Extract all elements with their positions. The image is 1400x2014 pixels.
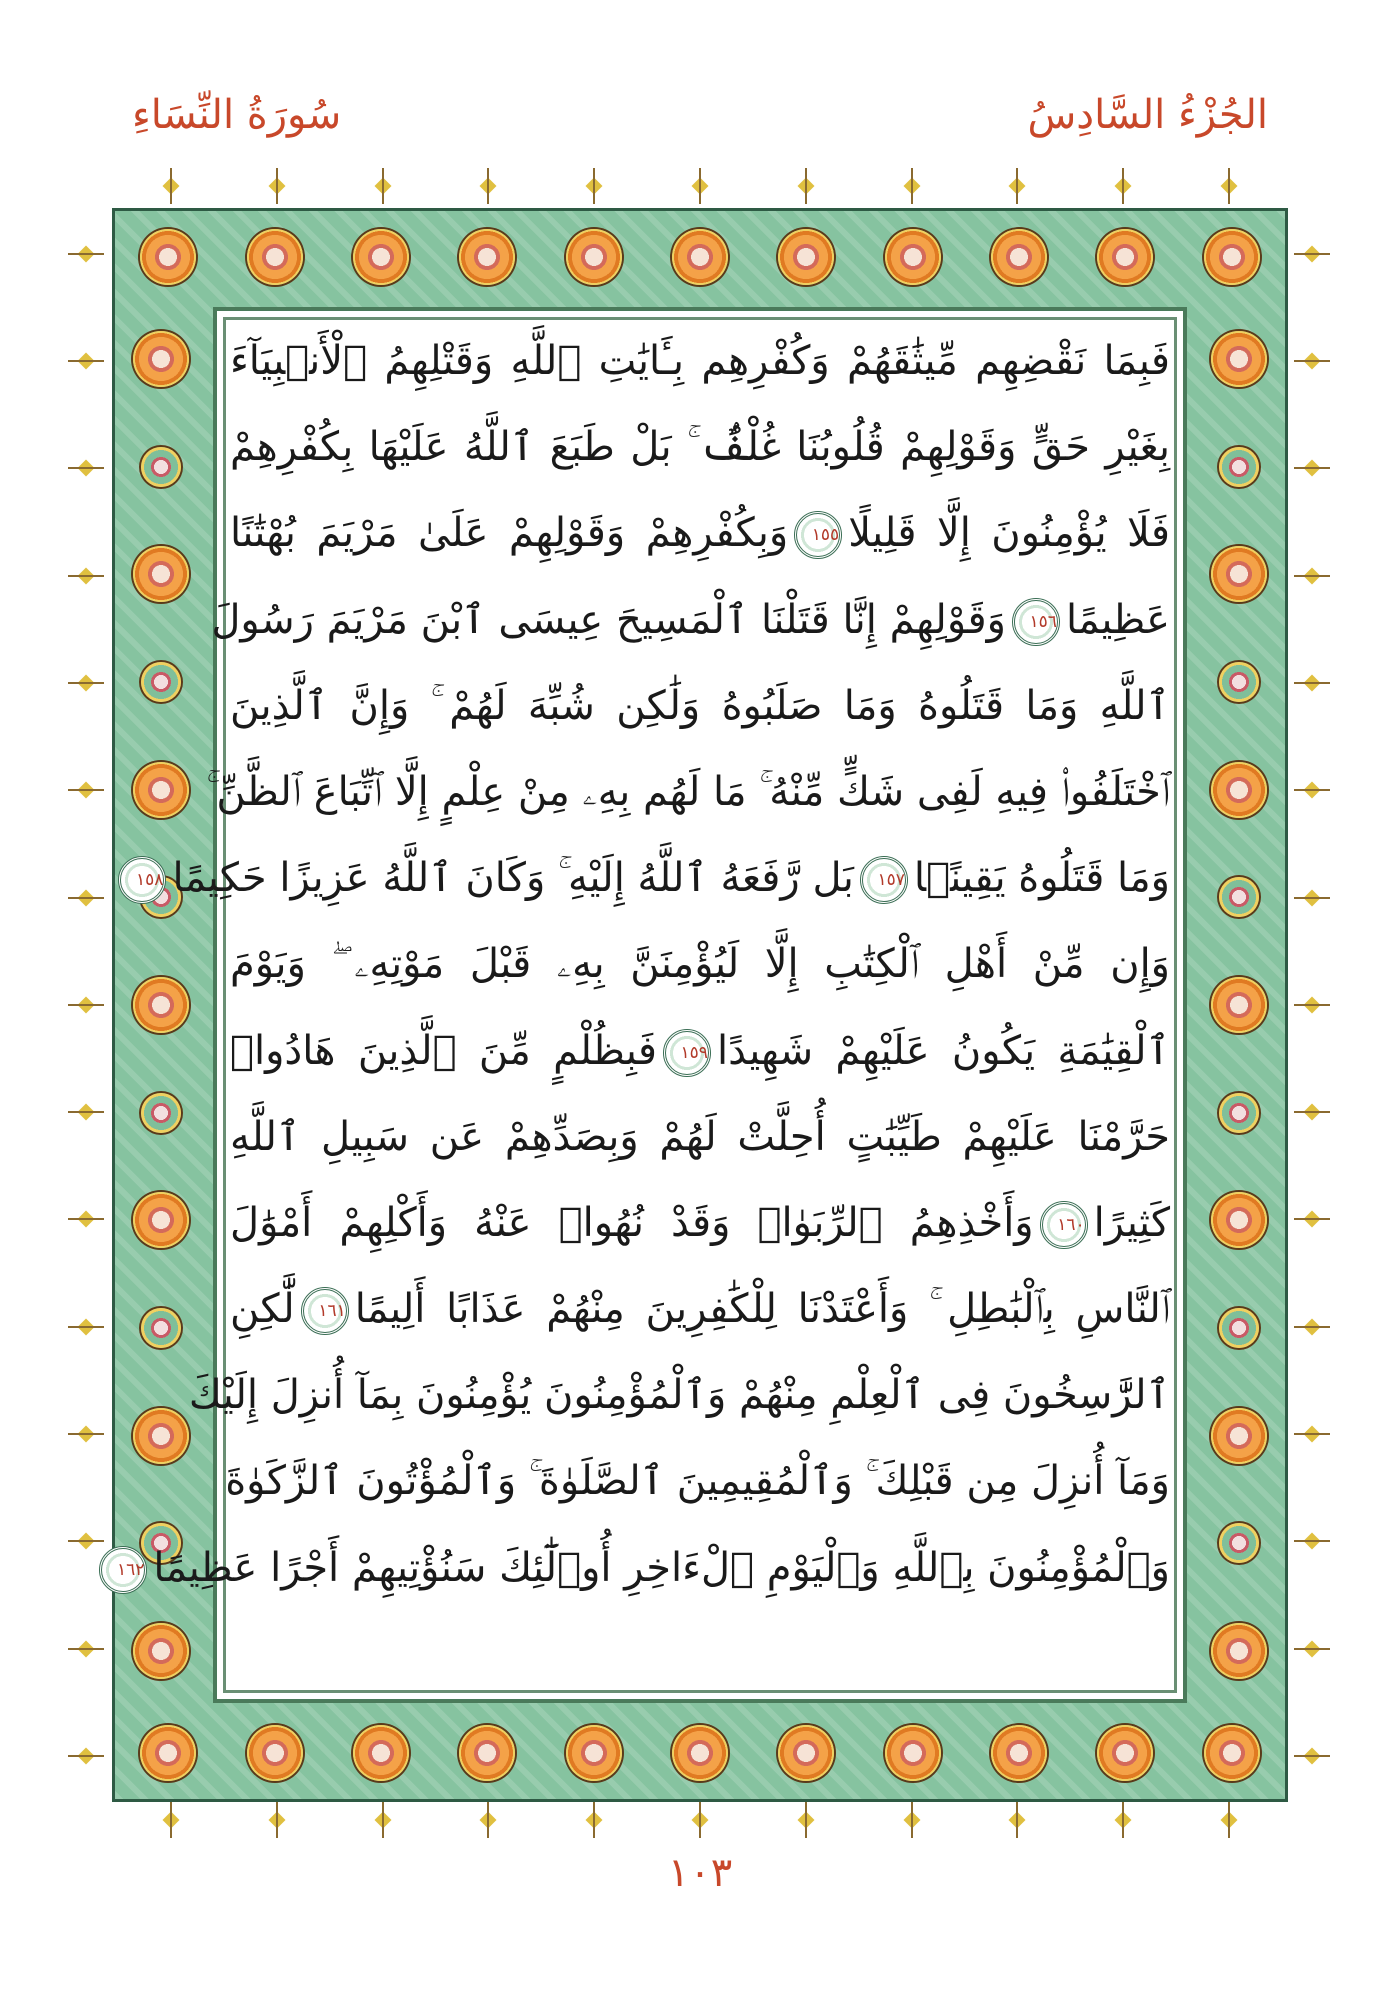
verse-text: بَل رَّفَعَهُ ٱللَّهُ إِلَيْهِ ۚ وَكَانَ ٱللَّهُ عَزِيزًا حَكِيمًا (172, 855, 854, 902)
text-line-7 (136, 835, 1170, 921)
tick-icon (1227, 1802, 1231, 1838)
verse-text: بِغَيْرِ حَقٍّ وَقَوْلِهِمْ قُلُوبُنَا غُلْفٌۢ ۚ بَلْ طَبَعَ ٱللَّهُ عَلَيْهَا بِكُفْرِهِمْ (230, 424, 1170, 471)
tick-icon (169, 168, 173, 204)
tick-icon (68, 896, 104, 900)
ayah-marker-161: ١٦١ (301, 1287, 349, 1335)
flower-ornament-icon (1219, 662, 1259, 702)
flower-ornament-icon (1211, 1408, 1267, 1464)
verse-text: ٱللَّهِ وَمَا قَتَلُوهُ وَمَا صَلَبُوهُ وَلَٰكِن شُبِّهَ لَهُمْ ۚ وَإِنَّ ٱلَّذِينَ (230, 682, 1170, 729)
tick-icon (381, 168, 385, 204)
ayah-marker-160: ١٦٠ (1040, 1201, 1088, 1249)
tick-icon (68, 359, 104, 363)
ayah-marker-155: ١٥٥ (794, 511, 842, 559)
flower-ornament-icon (247, 1725, 303, 1781)
tick-icon (910, 1802, 914, 1838)
right-tick-marks (1294, 200, 1334, 1810)
frame-top-ornaments (115, 217, 1285, 297)
text-line-2 (230, 404, 1170, 490)
verse-text: فَبِظُلْمٍ مِّنَ ٱلَّذِينَ هَادُوا۟ (230, 1027, 657, 1074)
verse-text: عَظِيمًا (1065, 596, 1170, 643)
juz-title: الجُزْءُ السَّادِسُ (1027, 92, 1268, 138)
text-line-3 (230, 490, 1170, 576)
ayah-marker-158: ١٥٨ (118, 856, 166, 904)
flower-ornament-icon (778, 229, 834, 285)
verse-text: فَبِمَا نَقْضِهِم مِّيثَٰقَهُمْ وَكُفْرِهِم بِـَٔايَٰتِ ٱللَّهِ وَقَتْلِهِمُ ٱلْأَنۢبِيَآءَ (230, 338, 1170, 384)
tick-icon (1294, 359, 1330, 363)
flower-ornament-icon (1211, 546, 1267, 602)
tick-icon (381, 1802, 385, 1838)
frame-right-ornaments (1199, 301, 1279, 1709)
flower-ornament-icon (459, 1725, 515, 1781)
frame-bottom-ornaments (115, 1713, 1285, 1793)
frame-left-ornaments (121, 301, 201, 1709)
text-line-4 (211, 577, 1170, 663)
tick-icon (1294, 1003, 1330, 1007)
ayah-marker-159: ١٥٩ (663, 1029, 711, 1077)
tick-icon (698, 1802, 702, 1838)
flower-ornament-icon (1204, 229, 1260, 285)
flower-ornament-icon (1219, 1523, 1259, 1563)
tick-icon (169, 1802, 173, 1838)
text-line-11 (230, 1180, 1170, 1266)
tick-icon (804, 1802, 808, 1838)
tick-icon (1294, 252, 1330, 256)
flower-ornament-icon (247, 229, 303, 285)
top-tick-marks (118, 168, 1282, 208)
tick-icon (1294, 1110, 1330, 1114)
tick-icon (1015, 168, 1019, 204)
page-number: ١٠٣ (667, 1850, 733, 1896)
flower-ornament-icon (141, 447, 181, 487)
tick-icon (804, 168, 808, 204)
flower-ornament-icon (1097, 229, 1153, 285)
flower-ornament-icon (1211, 331, 1267, 387)
text-line-13 (188, 1352, 1170, 1438)
flower-ornament-icon (672, 1725, 728, 1781)
bottom-tick-marks (118, 1802, 1282, 1842)
flower-ornament-icon (778, 1725, 834, 1781)
ayah-marker-162: ١٦٢ (99, 1546, 147, 1594)
tick-icon (1121, 168, 1125, 204)
verse-text: ٱلرَّٰسِخُونَ فِى ٱلْعِلْمِ مِنْهُمْ وَٱلْمُؤْمِنُونَ يُؤْمِنُونَ بِمَآ أُنزِلَ إِلَيْكَ (188, 1372, 1170, 1419)
tick-icon (1294, 1217, 1330, 1221)
text-line-1 (230, 318, 1170, 404)
verse-text: وَأَخْذِهِمُ ٱلرِّبَوٰا۟ وَقَدْ نُهُوا۟ عَنْهُ وَأَكْلِهِمْ أَمْوَٰلَ (230, 1199, 1034, 1246)
flower-ornament-icon (885, 1725, 941, 1781)
tick-icon (68, 1217, 104, 1221)
tick-icon (1294, 1539, 1330, 1543)
flower-ornament-icon (1211, 1192, 1267, 1248)
text-line-10 (230, 1094, 1170, 1180)
tick-icon (486, 1802, 490, 1838)
ayah-marker-156: ١٥٦ (1012, 598, 1060, 646)
tick-icon (910, 168, 914, 204)
tick-icon (68, 788, 104, 792)
flower-ornament-icon (353, 229, 409, 285)
tick-icon (68, 1432, 104, 1436)
text-line-15 (116, 1525, 1170, 1611)
flower-ornament-icon (133, 762, 189, 818)
tick-icon (1294, 896, 1330, 900)
flower-ornament-icon (133, 331, 189, 387)
tick-icon (1294, 574, 1330, 578)
flower-ornament-icon (991, 229, 1047, 285)
verse-text: وَٱلْمُؤْمِنُونَ بِٱللَّهِ وَٱلْيَوْمِ ٱلْءَاخِرِ أُو۟لَٰٓئِكَ سَنُؤْتِيهِمْ أَجْرًا عَظِيمًا (153, 1544, 1170, 1591)
surah-title: سُورَةُ النِّسَاءِ (132, 92, 342, 138)
flower-ornament-icon (141, 662, 181, 702)
verse-text: فَلَا يُؤْمِنُونَ إِلَّا قَلِيلًا (848, 510, 1170, 557)
quran-text (116, 318, 1170, 1698)
flower-ornament-icon (133, 546, 189, 602)
tick-icon (68, 466, 104, 470)
tick-icon (1294, 1432, 1330, 1436)
text-line-12 (230, 1266, 1170, 1352)
flower-ornament-icon (1219, 447, 1259, 487)
flower-ornament-icon (133, 977, 189, 1033)
flower-ornament-icon (885, 229, 941, 285)
verse-text: كَثِيرًا (1093, 1199, 1170, 1246)
text-line-5 (230, 663, 1170, 749)
tick-icon (68, 252, 104, 256)
tick-icon (275, 168, 279, 204)
flower-ornament-icon (1219, 877, 1259, 917)
flower-ornament-icon (459, 229, 515, 285)
tick-icon (68, 1647, 104, 1651)
verse-text: وَإِن مِّنْ أَهْلِ ٱلْكِتَٰبِ إِلَّا لَيُؤْمِنَنَّ بِهِۦ قَبْلَ مَوْتِهِۦ ۖ وَيَوْمَ (230, 941, 1170, 988)
tick-icon (68, 681, 104, 685)
tick-icon (1294, 788, 1330, 792)
tick-icon (592, 1802, 596, 1838)
flower-ornament-icon (140, 229, 196, 285)
flower-ornament-icon (672, 229, 728, 285)
tick-icon (68, 1325, 104, 1329)
ayah-marker-157: ١٥٧ (860, 856, 908, 904)
text-line-14 (225, 1438, 1170, 1524)
flower-ornament-icon (133, 1623, 189, 1679)
verse-text: وَبِكُفْرِهِمْ وَقَوْلِهِمْ عَلَىٰ مَرْيَمَ بُهْتَٰنًا (230, 510, 789, 557)
flower-ornament-icon (1219, 1308, 1259, 1348)
verse-text: ٱلْقِيَٰمَةِ يَكُونُ عَلَيْهِمْ شَهِيدًا (716, 1027, 1170, 1074)
text-line-8 (230, 921, 1170, 1007)
flower-ornament-icon (141, 1093, 181, 1133)
flower-ornament-icon (991, 1725, 1047, 1781)
tick-icon (1015, 1802, 1019, 1838)
text-line-9 (230, 1008, 1170, 1094)
flower-ornament-icon (353, 1725, 409, 1781)
verse-text: حَرَّمْنَا عَلَيْهِمْ طَيِّبَٰتٍ أُحِلَّتْ لَهُمْ وَبِصَدِّهِمْ عَن سَبِيلِ ٱللَّهِ (230, 1113, 1170, 1160)
flower-ornament-icon (141, 1308, 181, 1348)
flower-ornament-icon (1097, 1725, 1153, 1781)
flower-ornament-icon (1211, 1623, 1267, 1679)
verse-text: ٱخْتَلَفُوا۟ فِيهِ لَفِى شَكٍّ مِّنْهُ ۚ مَا لَهُم بِهِۦ مِنْ عِلْمٍ إِلَّا ٱتِّبَاعَ ٱلظَّنِّ ۚ (206, 768, 1170, 815)
verse-text: وَمَآ أُنزِلَ مِن قَبْلِكَ ۚ وَٱلْمُقِيمِينَ ٱلصَّلَوٰةَ ۚ وَٱلْمُؤْتُونَ ٱلزَّكَوٰةَ (225, 1458, 1170, 1505)
tick-icon (1294, 466, 1330, 470)
text-line-6 (206, 749, 1170, 835)
verse-text: وَقَوْلِهِمْ إِنَّا قَتَلْنَا ٱلْمَسِيحَ عِيسَى ٱبْنَ مَرْيَمَ رَسُولَ (211, 596, 1006, 643)
flower-ornament-icon (1211, 762, 1267, 818)
flower-ornament-icon (1204, 1725, 1260, 1781)
flower-ornament-icon (1219, 1093, 1259, 1133)
verse-text: لَّٰكِنِ (230, 1286, 295, 1333)
tick-icon (68, 1754, 104, 1758)
verse-text: ٱلنَّاسِ بِٱلْبَٰطِلِ ۚ وَأَعْتَدْنَا لِلْكَٰفِرِينَ مِنْهُمْ عَذَابًا أَلِيمًا (354, 1286, 1170, 1333)
flower-ornament-icon (566, 1725, 622, 1781)
flower-ornament-icon (1211, 977, 1267, 1033)
tick-icon (1121, 1802, 1125, 1838)
flower-ornament-icon (566, 229, 622, 285)
tick-icon (68, 1110, 104, 1114)
tick-icon (68, 1003, 104, 1007)
tick-icon (275, 1802, 279, 1838)
tick-icon (698, 168, 702, 204)
tick-icon (486, 168, 490, 204)
tick-icon (68, 574, 104, 578)
verse-text: وَمَا قَتَلُوهُ يَقِينًۢا (913, 855, 1170, 902)
tick-icon (1294, 681, 1330, 685)
flower-ornament-icon (133, 1408, 189, 1464)
tick-icon (592, 168, 596, 204)
tick-icon (1227, 168, 1231, 204)
flower-ornament-icon (140, 1725, 196, 1781)
page-header (0, 92, 1400, 162)
flower-ornament-icon (133, 1192, 189, 1248)
tick-icon (1294, 1647, 1330, 1651)
tick-icon (1294, 1754, 1330, 1758)
tick-icon (1294, 1325, 1330, 1329)
